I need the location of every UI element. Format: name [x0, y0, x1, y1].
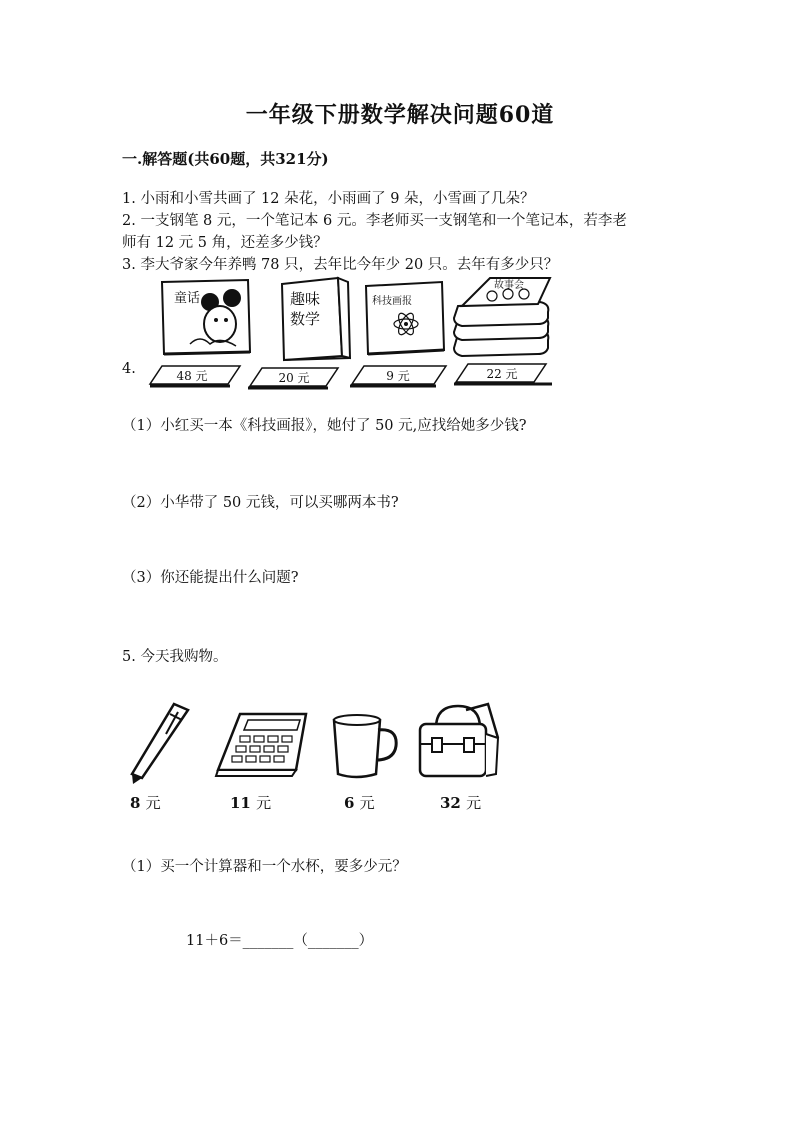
cup-icon [334, 715, 396, 777]
page-title: 一年级下册数学解决问题60道 [245, 102, 555, 128]
book-2-price: 20 元 [278, 371, 310, 385]
pen-price: 8 元 [130, 794, 161, 812]
cup-price: 6 元 [344, 794, 375, 812]
calculator-icon [216, 714, 306, 776]
question-4-sub-1: （1）小红买一本《科技画报》，她付了 50 元,应找给她多少钱? [122, 418, 527, 434]
book-2-cover-text-2: 数学 [290, 310, 321, 328]
question-5: 5. 今天我购物。 [122, 649, 228, 665]
book-3-price: 9 元 [386, 369, 410, 383]
question-5-sub-1: （1）买一个计算器和一个水杯，要多少元？ [122, 859, 407, 875]
section-heading: 一.解答题(共60题，共321分) [122, 150, 329, 168]
book-1-cover-text: 童话 [174, 291, 201, 306]
backpack-price: 32 元 [440, 794, 482, 812]
books-illustration [140, 272, 570, 394]
calculator-price: 11 元 [230, 794, 272, 812]
shopping-items-illustration [120, 698, 520, 788]
question-2-line-1: 2. 一支钢笔 8 元，一个笔记本 6 元。李老师买一支钢笔和一个笔记本，若李老 [122, 213, 627, 229]
book-2-cover-text-1: 趣味 [290, 290, 321, 308]
question-4-number: 4. [122, 361, 136, 377]
question-4-sub-2: （2）小华带了 50 元钱，可以买哪两本书? [122, 495, 399, 511]
question-1: 1. 小雨和小雪共画了 12 朵花，小雨画了 9 朵，小雪画了几朵？ [122, 191, 535, 207]
book-4-price: 22 元 [486, 367, 518, 381]
pen-icon [132, 704, 188, 784]
backpack-icon [420, 704, 498, 776]
book-1-price: 48 元 [176, 369, 208, 383]
question-4-sub-3: （3）你还能提出什么问题? [122, 570, 299, 586]
question-2-line-2: 师有 12 元 5 角，还差多少钱？ [122, 235, 328, 251]
book-3-cover-text: 科技画报 [372, 296, 412, 307]
book-science-pictorial [366, 282, 444, 354]
question-3: 3. 李大爷家今年养鸭 78 只，去年比今年少 20 只。去年有多少只？ [122, 257, 559, 273]
book-4-cover-text: 故事会 [494, 280, 524, 291]
question-5-equation: 11＋6＝_______（_______） [186, 933, 374, 949]
